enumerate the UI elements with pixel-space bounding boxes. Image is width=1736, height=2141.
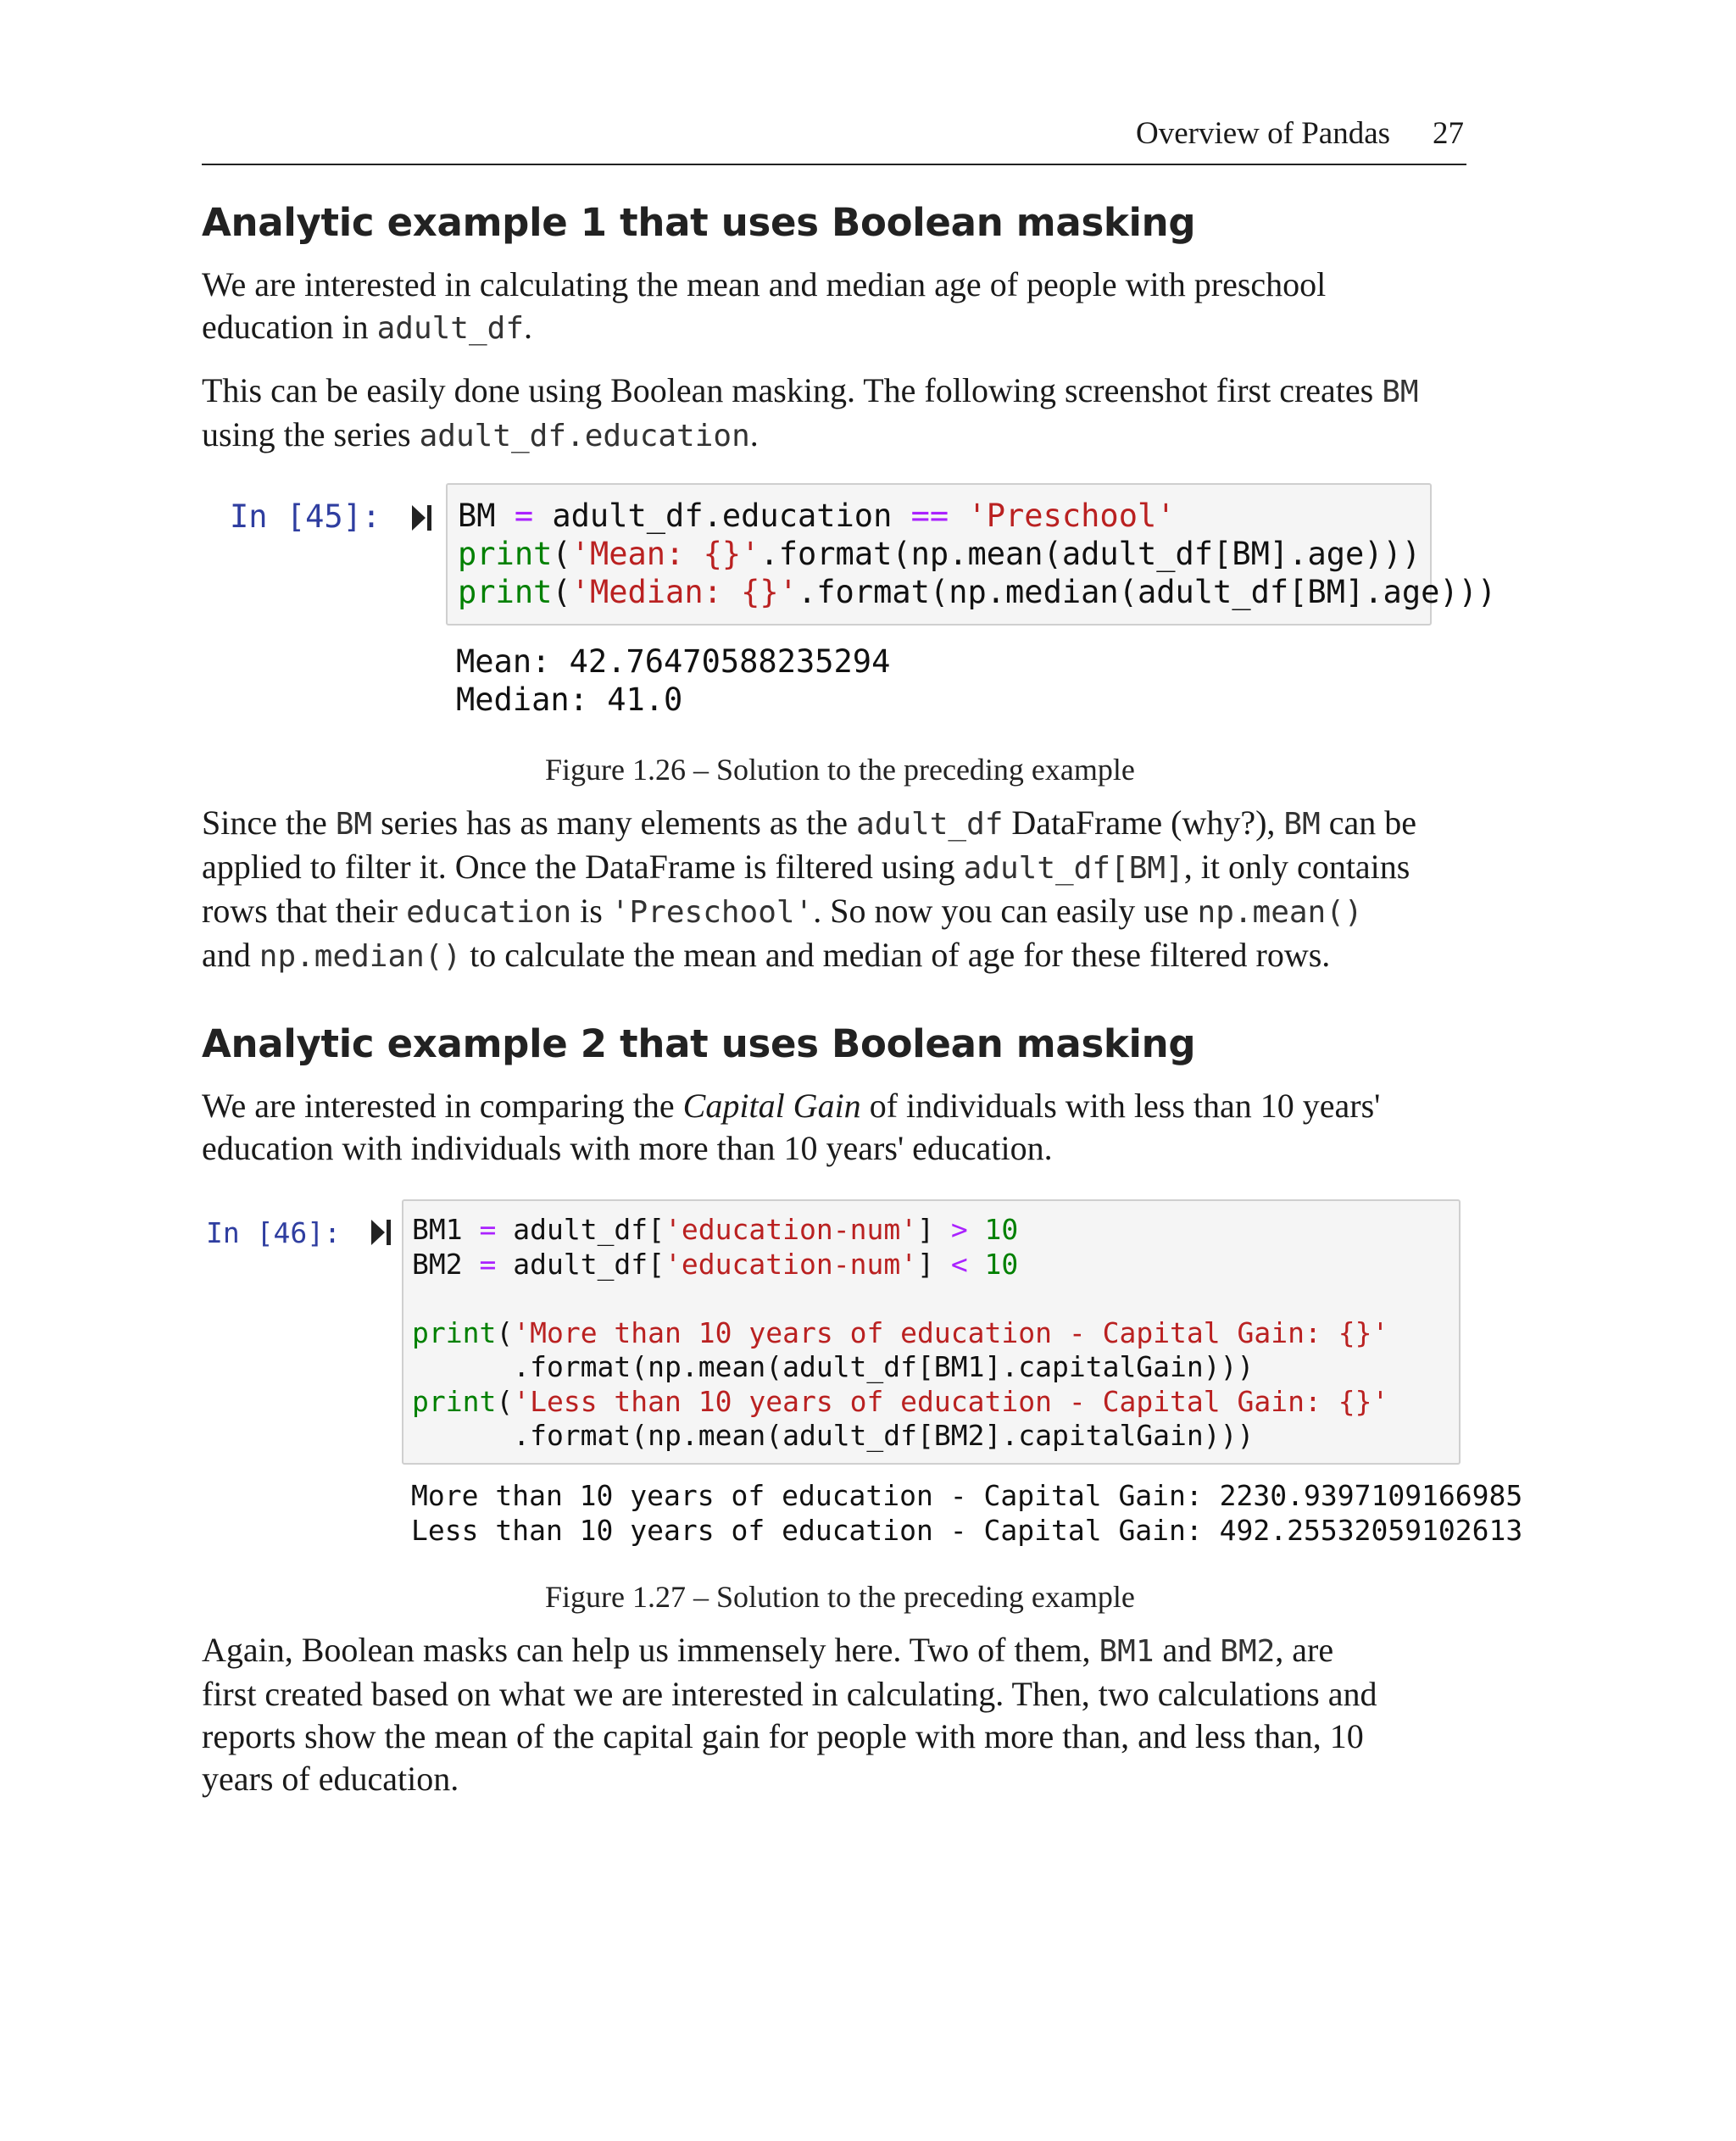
cell-output-46 <box>411 1479 1522 1548</box>
cell-prompt-46: In [46]: <box>206 1216 341 1249</box>
code-cell-46[interactable]: BM1 = adult_df['education-num'] > 10 BM2 = adult_df['education-num'] < 10 print('More than 10 years of education - Capital Gain: {}' .format(np.mean(adult_df[BM1].capitalGain))) print('Less than 10 years of education - Capital Gain: {}' .format(np.mean(adult_df[BM2].capitalGain))) <box>402 1199 1461 1465</box>
figure-caption-1-26: Figure 1.26 – Solution to the preceding example <box>545 753 1135 787</box>
paragraph-explanation-example-2: Again, Boolean masks can help us immensely here. Two of them, BM1 and BM2, are first created based on what we are interested in calculating. Then, two calculations and reports show the mean of the capital gain for people with more than, and less than, 10 years of education. <box>202 1631 1377 1798</box>
cell-prompt-45: In [45]: <box>230 498 381 535</box>
paragraph-boolean-mask-intro <box>202 370 1473 458</box>
text: education in <box>202 308 377 346</box>
inline-code: adult_df <box>376 311 524 346</box>
paragraph-intro-example-1 <box>202 264 1473 350</box>
run-cell-icon[interactable] <box>370 1218 393 1251</box>
output-line: Mean: 42.76470588235294 <box>456 643 891 680</box>
running-header-title: Overview of Pandas <box>1136 116 1391 151</box>
paragraph-intro-example-2: We are interested in comparing the Capital Gain of individuals with less than 10 years' education with individuals with more than 10 years' education. <box>202 1087 1381 1167</box>
run-cell-icon[interactable] <box>410 503 434 537</box>
section-heading-example-1: Analytic example 1 that uses Boolean masking <box>202 200 1196 245</box>
cell-output-45 <box>456 642 890 719</box>
text: . <box>524 308 532 346</box>
text: We are interested in calculating the mean and median age of people with preschool <box>202 265 1327 303</box>
output-line: More than 10 years of education - Capital Gain: 2230.9397109166985 <box>411 1479 1523 1512</box>
paragraph-explanation-example-1: Since the BM series has as many elements as the adult_df DataFrame (why?), BM can be applied to filter it. Once the DataFrame is filtered using adult_df[BM], it only contains rows that their education is 'Preschool'. So now you can easily use np.mean() and np.median() to calculate the mean and median of age for these filtered rows. <box>202 804 1417 974</box>
output-line: Median: 41.0 <box>456 681 683 718</box>
text: This can be easily done using Boolean masking. The following screenshot first creates <box>202 371 1383 409</box>
code-cell-45[interactable]: BM = adult_df.education == 'Preschool' print('Mean: {}'.format(np.mean(adult_df[BM].age))) print('Median: {}'.format(np.median(adult_df[BM].age))) <box>446 483 1432 626</box>
output-line: Less than 10 years of education - Capital Gain: 492.25532059102613 <box>411 1513 1523 1547</box>
inline-code: BM <box>1382 375 1419 409</box>
section-heading-example-2: Analytic example 2 that uses Boolean masking <box>202 1021 1196 1066</box>
page-number: 27 <box>1433 116 1464 151</box>
header-rule <box>202 164 1466 165</box>
figure-caption-1-27: Figure 1.27 – Solution to the preceding example <box>545 1580 1135 1614</box>
text: using the series <box>202 415 420 453</box>
inline-code: adult_df.education <box>419 419 750 453</box>
text: . <box>749 415 759 453</box>
